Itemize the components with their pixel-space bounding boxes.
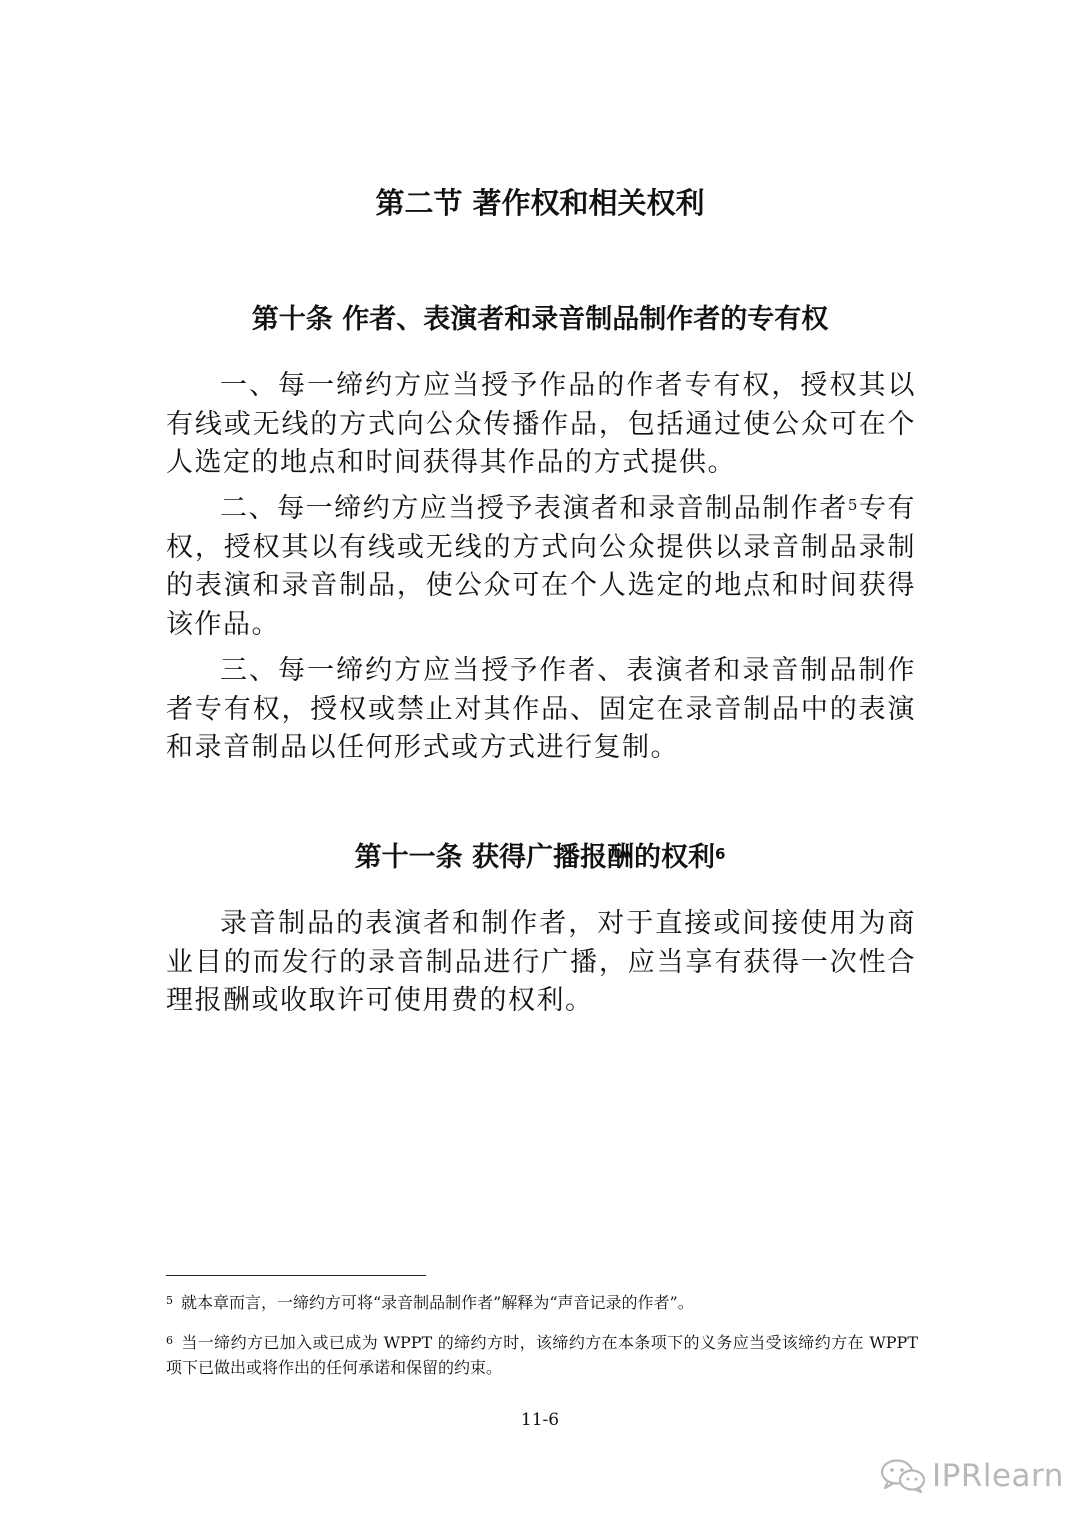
- article-11-title-wrapper: [0, 838, 1080, 878]
- wechat-icon: [880, 1458, 926, 1494]
- footnote-divider: [166, 1275, 426, 1276]
- footnote-5-text: 就本章而言，一缔约方可将“录音制品制作者”解释为“声音记录的作者”。: [181, 1293, 694, 1312]
- article-10-paragraph-1: 一、每一缔约方应当授予作品的作者专有权，授权其以有线或无线的方式向公众传播作品，包括通过使公众可在个人选定的地点和时间获得其作品的方式提供。: [166, 370, 916, 478]
- section-title: 第二节 著作权和相关权利: [375, 186, 705, 220]
- footnote-ref-6[interactable]: 6: [714, 845, 726, 863]
- article-11-title: 第十一条 获得广播报酬的权利: [354, 842, 715, 873]
- article-11-paragraph-1: 录音制品的表演者和制作者，对于直接或间接使用为商业目的而发行的录音制品进行广播，应当享有获得一次性合理报酬或收取许可使用费的权利。: [166, 908, 916, 1016]
- footnote-6: [166, 1330, 918, 1380]
- footnote-6-text: 当一缔约方已加入或已成为 WPPT 的缔约方时，该缔约方在本条项下的义务应当受该缔约方在 WPPT 项下已做出或将作出的任何承诺和保留的约束。: [166, 1333, 918, 1377]
- article-10-title: 第十条 作者、表演者和录音制品制作者的专有权: [251, 304, 829, 335]
- article-10-paragraph-3: 三、每一缔约方应当授予作者、表演者和录音制品制作者专有权，授权或禁止对其作品、固定在录音制品中的表演和录音制品以任何形式或方式进行复制。: [166, 655, 916, 763]
- page-number: 11-6: [520, 1410, 560, 1430]
- footnote-5: [166, 1290, 918, 1315]
- article-10-paragraph-2: [166, 490, 916, 644]
- watermark-text: IPRlearn: [932, 1458, 1064, 1494]
- paragraph-2-text-after: 专有权，授权其以有线或无线的方式向公众提供以录音制品录制的表演和录音制品，使公众可在个人选定的地点和时间获得该作品。: [166, 493, 917, 640]
- paragraph-2-text-before: 二、每一缔约方应当授予表演者和录音制品制作者: [220, 493, 848, 524]
- watermark: [880, 1456, 1064, 1496]
- footnote-ref-5[interactable]: 5: [847, 496, 859, 514]
- footnote-5-mark: 5: [166, 1294, 173, 1307]
- footnote-6-mark: 6: [166, 1334, 173, 1347]
